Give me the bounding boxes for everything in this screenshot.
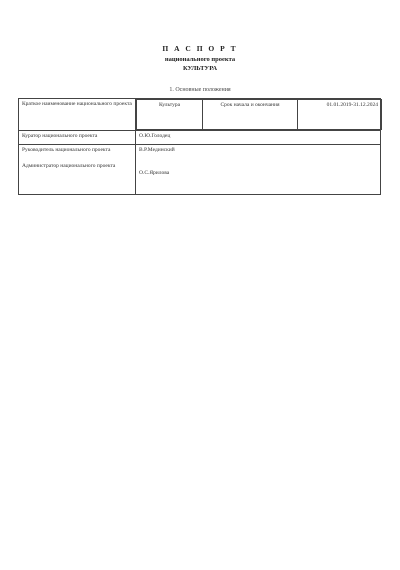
roles-value-cell: [136, 145, 381, 195]
short-name-inner-table: [136, 99, 382, 130]
roles-label-cell: [19, 145, 136, 195]
term-label: Срок начала и окончания: [203, 100, 298, 130]
short-name-cell: [136, 99, 381, 131]
table-row: [19, 99, 381, 131]
leader-value: В.Р.Мединский: [139, 147, 175, 153]
curator-label: Куратор национального проекта: [19, 131, 136, 145]
admin-value: О.С.Ярилова: [139, 169, 170, 176]
table-row: [19, 145, 381, 195]
project-name: КУЛЬТУРА: [182, 65, 218, 72]
admin-label: Администратор национального проекта: [22, 162, 116, 169]
table-row: [19, 131, 381, 145]
document-title: П А С П О Р Т: [162, 44, 238, 53]
leader-label: Руководитель национального проекта: [22, 147, 111, 153]
passport-table: [18, 98, 381, 195]
curator-value: О.Ю.Голодец: [136, 131, 381, 145]
section-heading: 1. Основные положения: [169, 87, 231, 93]
short-name-label: Краткое наименование национального проекта: [19, 99, 136, 131]
document-subtitle: национального проекта: [164, 56, 236, 63]
term-value: 01.01.2019-31.12.2024: [298, 100, 382, 130]
short-name-value: Культура: [137, 100, 203, 130]
